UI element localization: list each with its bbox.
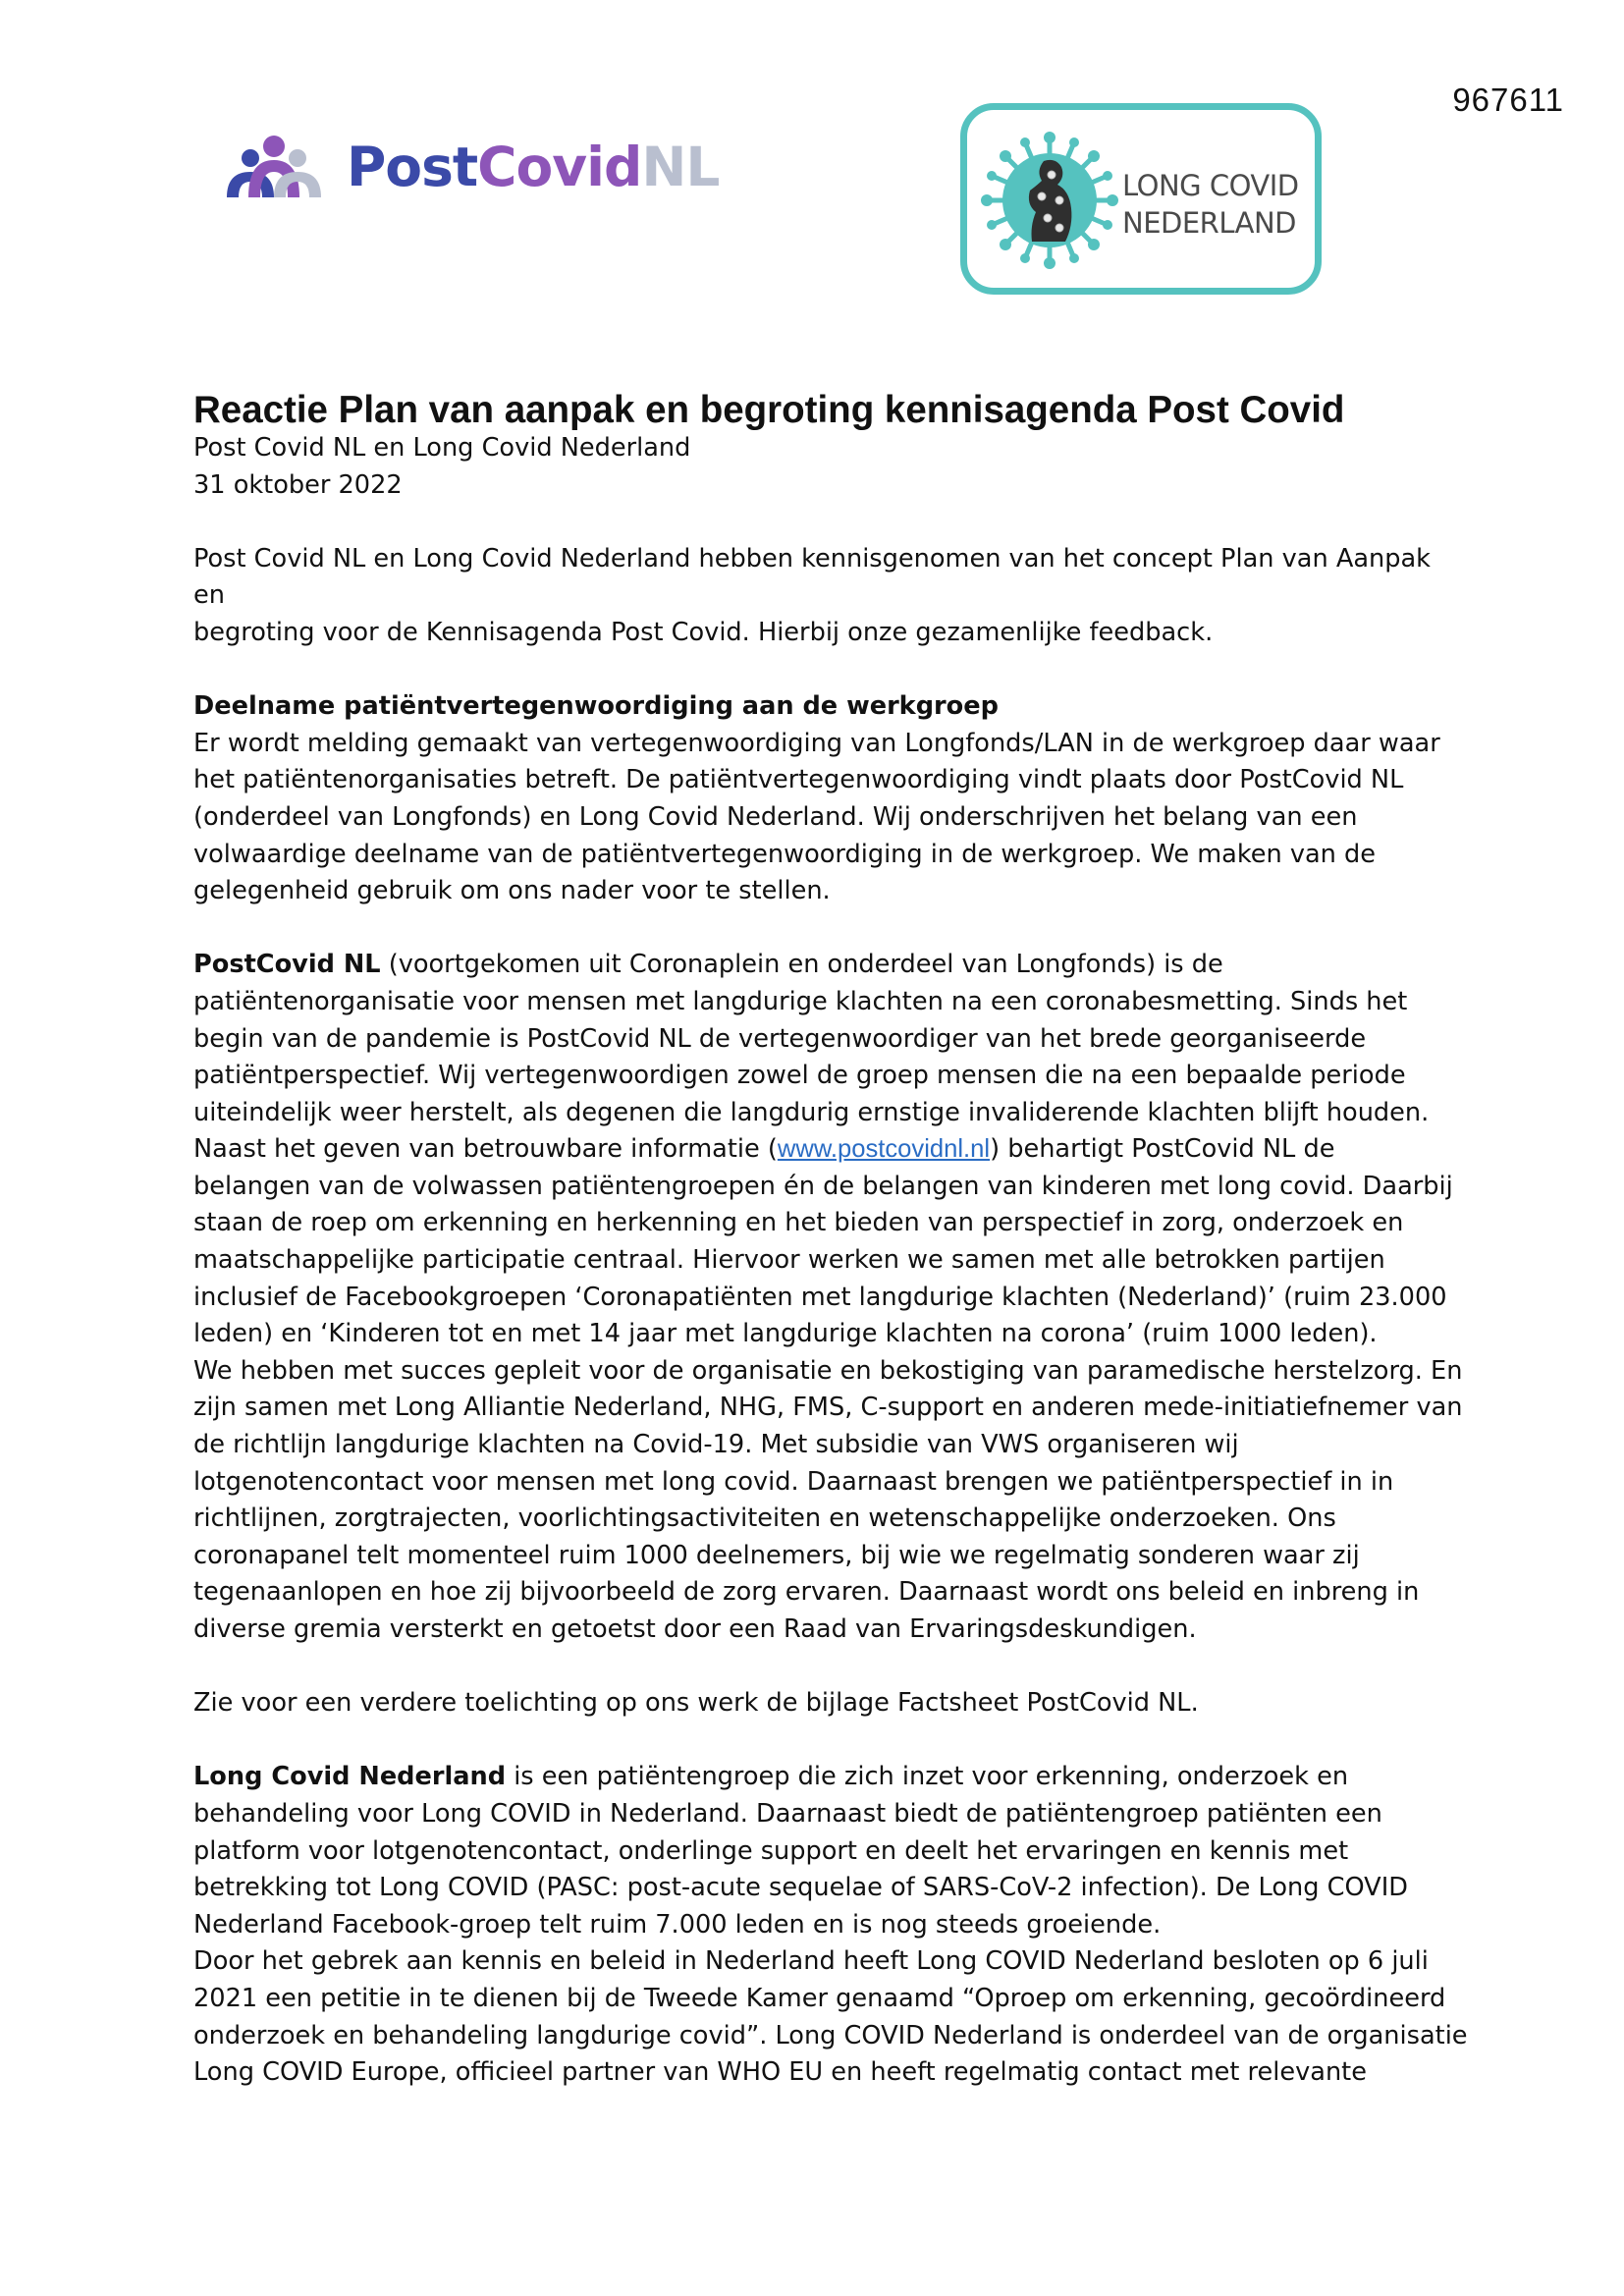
- postcovidnl-wordmark: PostCovidNL: [347, 136, 720, 198]
- document-meta: [193, 430, 1470, 504]
- longcovid-wordmark: LONG COVID NEDERLAND: [1122, 169, 1299, 240]
- longcovid-nederland-logo: [960, 103, 1322, 295]
- virus-silhouette-icon: [981, 132, 1118, 269]
- postcovidnl-website-link[interactable]: www.postcovidnl.nl: [777, 1135, 991, 1164]
- people-group-icon: [223, 135, 325, 199]
- longcovid-paragraph: Long Covid Nederland is een patiëntengroep die zich inzet voor erkenning, onderzoek en behandeling voor Long COVID in Nederland. Daarnaast biedt de patiëntengroep patiënten een platform voor lotgenotencontact, onderlinge support en deelt het ervaringen en kennis met betrekking tot Long COVID (PASC: post-acute sequelae of SARS-CoV-2 infection). De Long COVID Nederland Facebook-groep telt ruim 7.000 leden en is nog steeds groeiende. Door het gebrek aan kennis en beleid in Nederland heeft Long COVID Nederland besloten op 6 juli 2021 een petitie in te dienen bij de Tweede Kamer genaamd “Oproep om erkenning, gecoördineerd onderzoek en behandeling langdurige covid”. Long COVID Nederland is onderdeel van de organisatie Long COVID Europe, officieel partner van WHO EU en heeft regelmatig contact met relevante: [193, 1762, 1468, 2088]
- intro-paragraph: Post Covid NL en Long Covid Nederland hebben kennisgenomen van het concept Plan van Aanpak en begroting voor de Kennisagenda Post Covid. Hierbij onze gezamenlijke feedback.: [193, 543, 1431, 647]
- section-body: Er wordt melding gemaakt van vertegenwoordiging van Longfonds/LAN in de werkgroep daar waar het patiëntenorganisaties betreft. De patiëntvertegenwoordiging vindt plaats door PostCovid NL (onderdeel van Longfonds) en Long Covid Nederland. Wij onderschrijven het belang van een volwaardige deelname van de patiëntvertegenwoordiging in de werkgroep. We maken van de gelegenheid gebruik om ons nader voor te stellen.: [193, 728, 1440, 906]
- section-heading: Deelname patiëntvertegenwoordiging aan de werkgroep: [193, 691, 999, 722]
- authors: Post Covid NL en Long Covid Nederland: [193, 433, 691, 463]
- longcovid-name: Long Covid Nederland: [193, 1762, 507, 1792]
- section-participation: [193, 688, 1470, 910]
- document-id: 967611: [1452, 82, 1564, 118]
- document-body: [193, 430, 1470, 2128]
- document-title: Reactie Plan van aanpak en begroting kennisagenda Post Covid: [193, 389, 1345, 431]
- postcovidnl-logo: [223, 128, 733, 206]
- document-date: 31 oktober 2022: [193, 469, 403, 500]
- postcovidnl-name: PostCovid NL: [193, 950, 381, 980]
- postcovidnl-paragraph: PostCovid NL (voortgekomen uit Coronaplein en onderdeel van Longfonds) is de patiëntenorganisatie voor mensen met langdurige klachten na een coronabesmetting. Sinds het begin van de pandemie is PostCovid NL de vertegenwoordiger van het brede georganiseerde patiëntperspectief. Wij vertegenwoordigen zowel de groep mensen die na een bepaalde periode uiteindelijk weer herstelt, als degenen die langdurig ernstige invaliderende klachten blijft houden. Naast het geven van betrouwbare informatie (www.postcovidnl.nl) behartigt PostCovid NL de belangen van de volwassen patiëntengroepen én de belangen van kinderen met long covid. Daarbij staan de roep om erkenning en herkenning en het bieden van perspectief in zorg, onderzoek en maatschappelijke participatie centraal. Hiervoor werken we samen met alle betrokken partijen inclusief de Facebookgroepen ‘Coronapatiënten met langdurige klachten (Nederland)’ (ruim 23.000 leden) en ‘Kinderen tot en met 14 jaar met langdurige klachten na corona’ (ruim 1000 leden). We hebben met succes gepleit voor de organisatie en bekostiging van paramedische herstelzorg. En zijn samen met Long Alliantie Nederland, NHG, FMS, C-support en anderen mede-initiatiefnemer van de richtlijn langdurige klachten na Covid-19. Met subsidie van VWS organiseren wij lotgenotencontact voor mensen met long covid. Daarnaast brengen we patiëntperspectief in in richtlijnen, zorgtrajecten, voorlichtingsactiviteiten en wetenschappelijke onderzoeken. Ons coronapanel telt momenteel ruim 1000 deelnemers, bij wie we regelmatig sonderen waar zij tegenaanlopen en hoe zij bijvoorbeeld de zorg ervaren. Daarnaast wordt ons beleid en inbreng in diverse gremia versterkt en getoetst door een Raad van Ervaringsdeskundigen.: [193, 950, 1463, 1644]
- factsheet-paragraph: Zie voor een verdere toelichting op ons werk de bijlage Factsheet PostCovid NL.: [193, 1688, 1199, 1719]
